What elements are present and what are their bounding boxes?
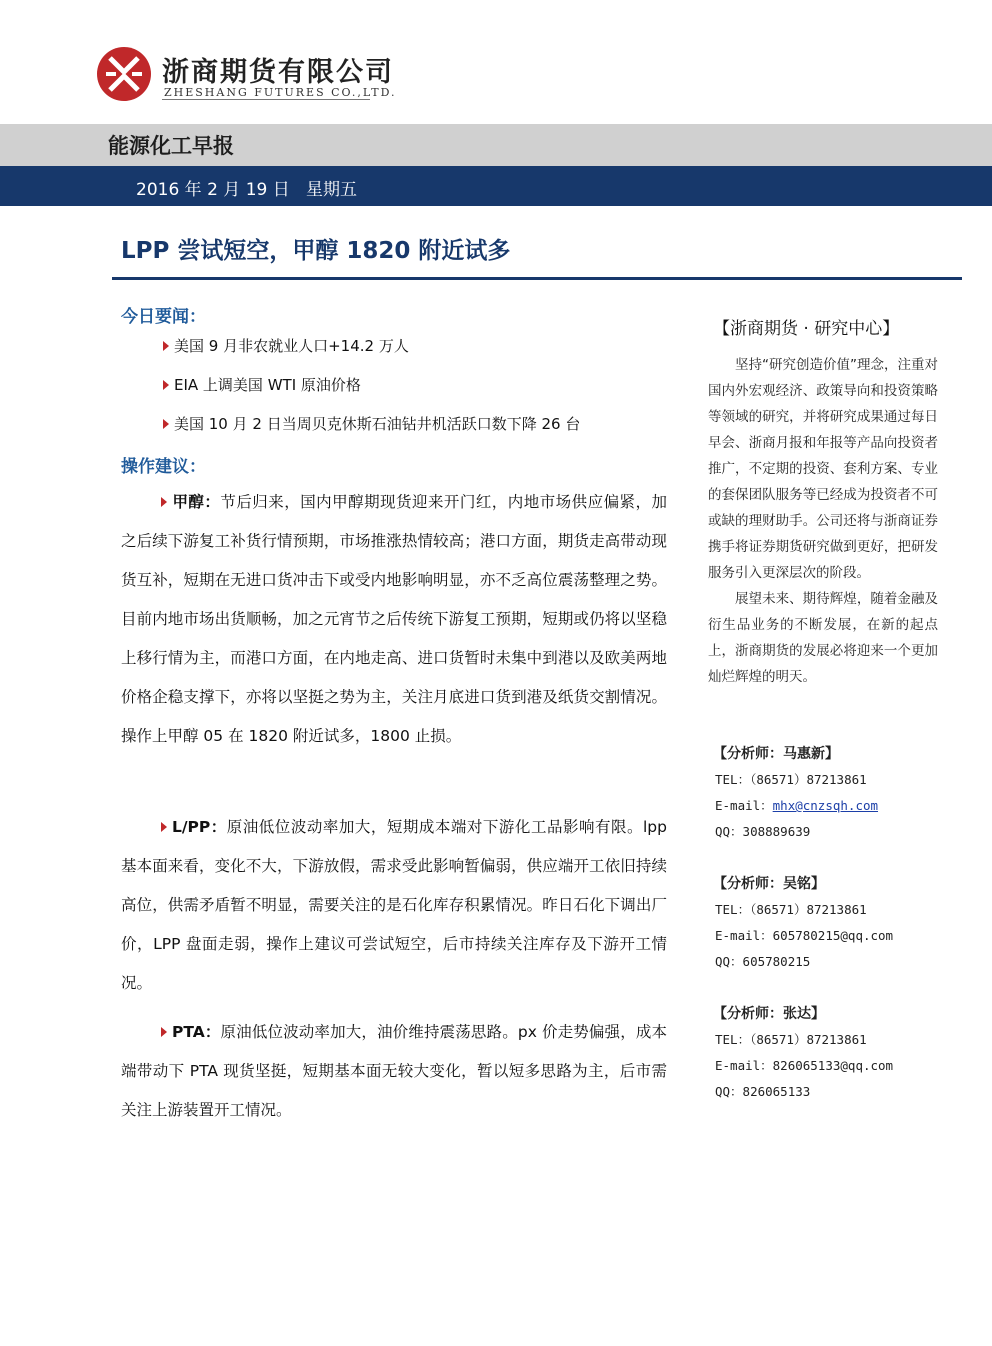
ops-heading: 操作建议： [121, 457, 206, 477]
sidebar-title: 【浙商期货 · 研究中心】 [713, 319, 900, 339]
analyst-name: 【分析师：马惠新】 [713, 746, 839, 762]
sidebar-intro [708, 352, 938, 690]
analyst-qq: QQ：605780215 [715, 954, 811, 969]
headline: LPP 尝试短空，甲醇 1820 附近试多 [121, 238, 511, 264]
report-type: 能源化工早报 [108, 134, 234, 158]
bullet-arrow-icon [163, 341, 169, 351]
analyst-qq: QQ：308889639 [715, 824, 811, 839]
ops-text: 节后归来，国内甲醇期现货迎来开门红，内地市场供应偏紧，加之后续下游复工补货行情预期，市场推涨热情较高；港口方面，期货走高带动现货互补，短期在无进口货冲击下或受内地影响明显，亦不乏高位震荡整理之势。目前内地市场出货顺畅，加之元宵节之后传统下游复工预期，短期或仍将以坚稳上移行情为主，而港口方面，在内地走高、进口货暂时未集中到港以及欧美两地价格企稳支撑下，亦将以坚挺之势为主，关注月底进口货到港及纸货交割情况。操作上甲醇 05 在 1820 附近试多，1800 止损。 [121, 493, 667, 745]
analyst-card [713, 871, 953, 975]
bullet-arrow-icon [161, 1027, 167, 1037]
analyst-email-row: E-mail：mhx@cnzsqh.com [715, 798, 879, 813]
sidebar-paragraph: 展望未来、期待辉煌，随着金融及衍生品业务的不断发展，在新的起点上，浙商期货的发展必将迎来一个更加灿烂辉煌的明天。 [708, 591, 938, 685]
bullet-arrow-icon [163, 380, 169, 390]
bullet-arrow-icon [161, 822, 167, 832]
analyst-email-row: E-mail：605780215@qq.com [715, 928, 894, 943]
analyst-email-link[interactable]: mhx@cnzsqh.com [772, 798, 879, 813]
news-item: 美国 10 月 2 日当周贝克休斯石油钻井机活跃口数下降 26 台 [163, 413, 580, 434]
headline-rule [112, 277, 962, 280]
analyst-card [713, 741, 953, 845]
ops-lead: 甲醇： [172, 493, 221, 511]
bullet-arrow-icon [161, 497, 167, 507]
analyst-tel: TEL：（86571）87213861 [715, 772, 867, 787]
analyst-qq: QQ：826065133 [715, 1084, 811, 1099]
ops-paragraph-methanol [121, 483, 667, 756]
analyst-card [713, 1001, 953, 1105]
analyst-tel: TEL：（86571）87213861 [715, 902, 867, 917]
news-item: EIA 上调美国 WTI 原油价格 [163, 374, 361, 395]
bullet-arrow-icon [163, 419, 169, 429]
zheshang-logo-icon [96, 46, 152, 102]
news-item: 美国 9 月非农就业人口+14.2 万人 [163, 335, 409, 356]
news-heading: 今日要闻： [121, 307, 206, 327]
ops-lead: PTA： [172, 1023, 221, 1041]
company-name-en: ZHESHANG FUTURES CO.,LTD. [164, 86, 397, 99]
analyst-email-row: E-mail：826065133@qq.com [715, 1058, 894, 1073]
ops-paragraph-pta [121, 1013, 667, 1130]
analyst-name: 【分析师：吴铭】 [713, 876, 825, 892]
analyst-email: 826065133@qq.com [772, 1058, 894, 1073]
analyst-email: 605780215@qq.com [772, 928, 894, 943]
report-date: 2016 年 2 月 19 日 星期五 [136, 180, 357, 200]
company-name-cn: 浙商期货有限公司 [162, 57, 394, 88]
ops-text: 原油低位波动率加大，短期成本端对下游化工品影响有限。lpp 基本面来看，变化不大，下游放假，需求受此影响暂偏弱，供应端开工依旧持续高位，供需矛盾暂不明显，需要关注的是石化库存积累情况。昨日石化下调出厂价，LPP 盘面走弱，操作上建议可尝试短空，后市持续关注库存及下游开工情况。 [121, 818, 667, 992]
analyst-tel: TEL：（86571）87213861 [715, 1032, 867, 1047]
ops-lead: L/PP： [172, 818, 227, 836]
sidebar-paragraph: 坚持“研究创造价值”理念，注重对国内外宏观经济、政策导向和投资策略等领域的研究，并将研究成果通过每日早会、浙商月报和年报等产品向投资者推广，不定期的投资、套利方案、专业的套保团队服务等已经成为投资者不可或缺的理财助手。公司还将与浙商证券携手将证券期货研究做到更好，把研发服务引入更深层次的阶段。 [708, 357, 938, 581]
logo-divider [162, 99, 370, 100]
ops-paragraph-lpp [121, 808, 667, 1003]
analyst-name: 【分析师：张达】 [713, 1006, 825, 1022]
ops-text: 原油低位波动率加大，油价维持震荡思路。px 价走势偏强，成本端带动下 PTA 现货坚挺，短期基本面无较大变化，暂以短多思路为主，后市需关注上游装置开工情况。 [121, 1023, 667, 1119]
